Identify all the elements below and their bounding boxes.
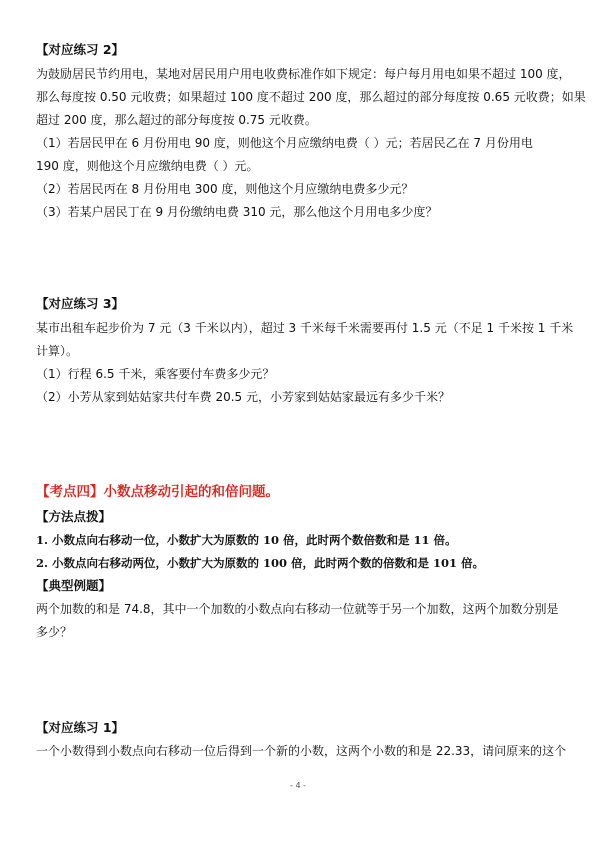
exercise-2-text: 那么每度按 0.50 元收费；如果超过 100 度不超过 200 度，那么超过的部分每度按 0.65 元收费；如果	[36, 90, 586, 104]
method-point-2: 2. 小数点向右移动两位，小数扩大为原数的 100 倍，此时两个数的倍数和是 101 倍。	[36, 556, 485, 570]
exercise-3-heading: 【对应练习 3】	[36, 296, 125, 311]
exercise-3-question-2: （2）小芳从家到姑姑家共付车费 20.5 元，小芳家到姑姑家最远有多少千米？	[36, 390, 450, 404]
page-number: - 4 -	[290, 781, 306, 790]
method-heading: 【方法点拨】	[36, 509, 112, 524]
example-text: 多少？	[36, 625, 73, 639]
exercise-1-text: 一个小数得到小数点向右移动一位后得到一个新的小数，这两个小数的和是 22.33，请问原来的这个	[36, 744, 567, 758]
example-heading: 【典型例题】	[36, 578, 112, 593]
exercise-2-question-2: （2）若居民丙在 8 月份用电 300 度，则他这个月应缴纳电费多少元？	[36, 182, 414, 196]
kaodian-4-title: 【考点四】小数点移动引起的和倍问题。	[36, 484, 279, 500]
exercise-2-heading: 【对应练习 2】	[36, 42, 125, 57]
exercise-2-question-1: （1）若居民甲在 6 月份用电 90 度，则他这个月应缴纳电费（ ）元；若居民乙在 7 月份用电	[36, 136, 533, 150]
exercise-3-question-1: （1）行程 6.5 千米，乘客要付车费多少元？	[36, 367, 275, 381]
method-point-1: 1. 小数点向右移动一位，小数扩大为原数的 10 倍，此时两个数倍数和是 11 倍。	[36, 533, 457, 547]
exercise-2-question-3: （3）若某户居民丁在 9 月份缴纳电费 310 元，那么他这个月用电多少度？	[36, 205, 438, 219]
example-text: 两个加数的和是 74.8，其中一个加数的小数点向右移动一位就等于另一个加数，这两个加数分别是	[36, 602, 559, 616]
exercise-3-text: 计算）。	[36, 344, 79, 358]
exercise-2-text: 超过 200 度，那么超过的部分每度按 0.75 元收费。	[36, 113, 317, 127]
exercise-2-question-1: 190 度，则他这个月应缴纳电费（ ）元。	[36, 159, 259, 173]
exercise-3-text: 某市出租车起步价为 7 元（3 千米以内），超过 3 千米每千米需要再付 1.5 元（不足 1 千米按 1 千米	[36, 321, 574, 335]
exercise-2-text: 为鼓励居民节约用电，某地对居民用户用电收费标准作如下规定：每户每月用电如果不超过 100 度，	[36, 67, 571, 81]
exercise-1-heading: 【对应练习 1】	[36, 720, 125, 735]
